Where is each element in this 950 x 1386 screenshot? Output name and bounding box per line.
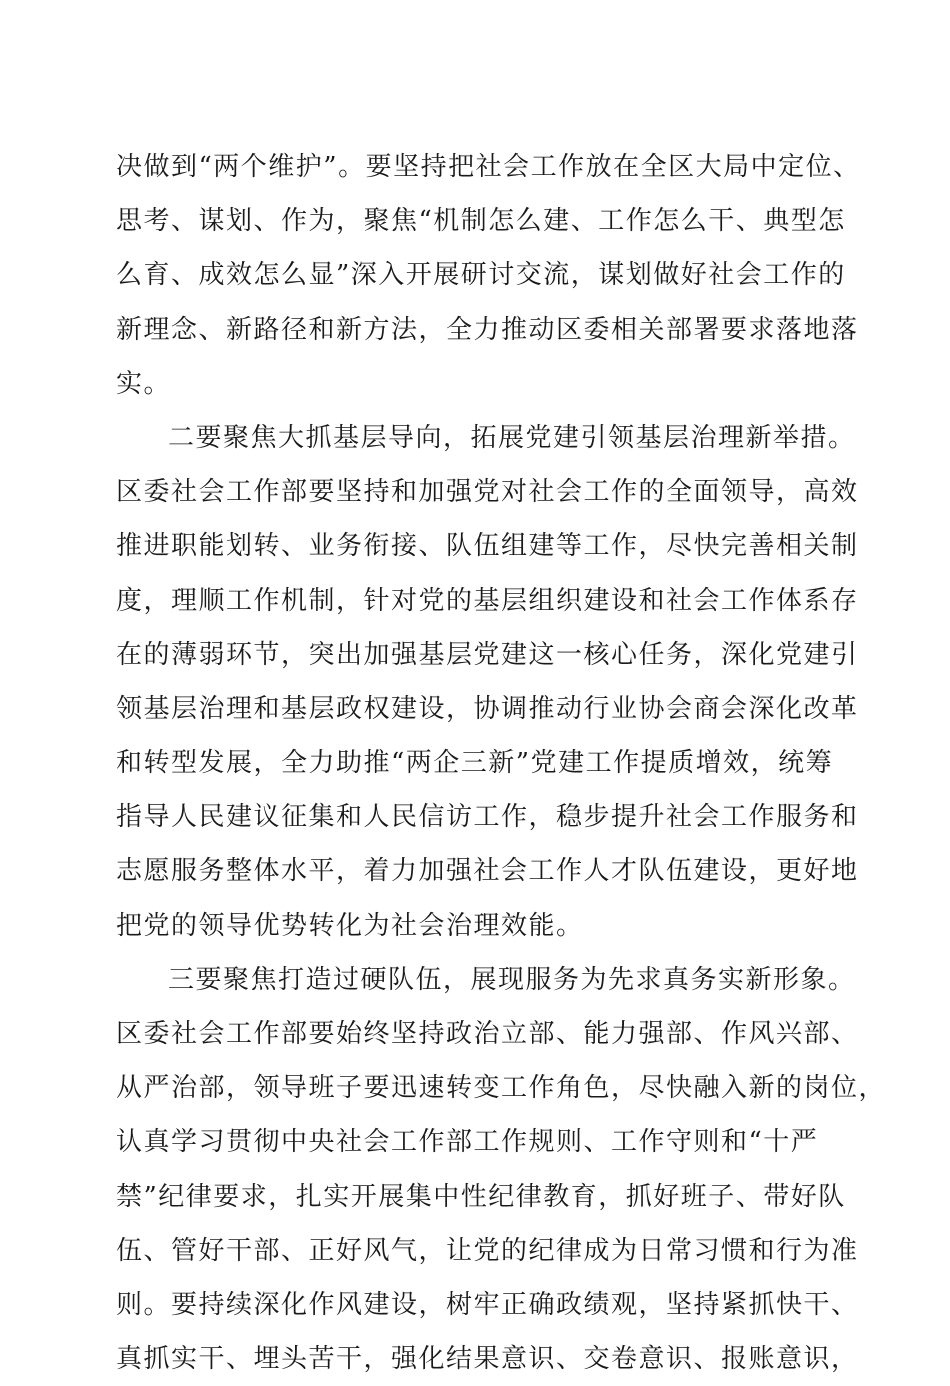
- text-line: 禁”纪律要求，扎实开展集中性纪律教育，抓好班子、带好队: [116, 1181, 846, 1212]
- document-body: [116, 140, 887, 1386]
- text-line: 推进职能划转、业务衔接、队伍组建等工作，尽快完善相关制: [116, 531, 859, 562]
- text-line: 区委社会工作部要始终坚持政治立部、能力强部、作风兴部、: [116, 1019, 859, 1049]
- text-line: 决做到“两个维护”。要坚持把社会工作放在全区大局中定位、: [116, 152, 861, 182]
- text-line: 指导人民建议征集和人民信访工作，稳步提升社会工作服务和: [116, 802, 859, 833]
- text-line: 度，理顺工作机制，针对党的基层组织建设和社会工作体系存: [116, 585, 859, 616]
- text-line: 从严治部，领导班子要迅速转变工作角色，尽快融入新的岗位，: [116, 1073, 887, 1104]
- text-line: 真抓实干、埋头苦干，强化结果意识、交卷意识、报账意识，: [116, 1344, 859, 1375]
- paragraph-start-line: 三要聚焦打造过硬队伍，展现服务为先求真务实新形象。: [168, 964, 856, 995]
- text-line: 在的薄弱环节，突出加强基层党建这一核心任务，深化党建引: [116, 639, 859, 670]
- paragraph-start-line: 二要聚焦大抓基层导向，拓展党建引领基层治理新举措。: [168, 422, 856, 453]
- text-line: 则。要持续深化作风建设，树牢正确政绩观，坚持紧抓快干、: [116, 1289, 859, 1320]
- text-line: 认真学习贯彻中央社会工作部工作规则、工作守则和“十严: [116, 1127, 819, 1158]
- text-line: 实。: [116, 368, 172, 399]
- text-line: 和转型发展，全力助推“两企三新”党建工作提质增效，统筹: [116, 748, 834, 779]
- text-line: 思考、谋划、作为，聚焦“机制怎么建、工作怎么干、典型怎: [116, 206, 846, 237]
- text-line: 区委社会工作部要坚持和加强党对社会工作的全面领导，高效: [116, 477, 859, 508]
- text-line: 新理念、新路径和新方法，全力推动区委相关部署要求落地落: [116, 314, 859, 345]
- text-line: 伍、管好干部、正好风气，让党的纪律成为日常习惯和行为准: [116, 1235, 859, 1266]
- text-line: 把党的领导优势转化为社会治理效能。: [116, 910, 584, 941]
- text-line: 志愿服务整体水平，着力加强社会工作人才队伍建设，更好地: [116, 856, 859, 887]
- text-line: 领基层治理和基层政权建设，协调推动行业协会商会深化改革: [116, 693, 859, 724]
- text-line: 么育、成效怎么显”深入开展研讨交流，谋划做好社会工作的: [116, 260, 846, 291]
